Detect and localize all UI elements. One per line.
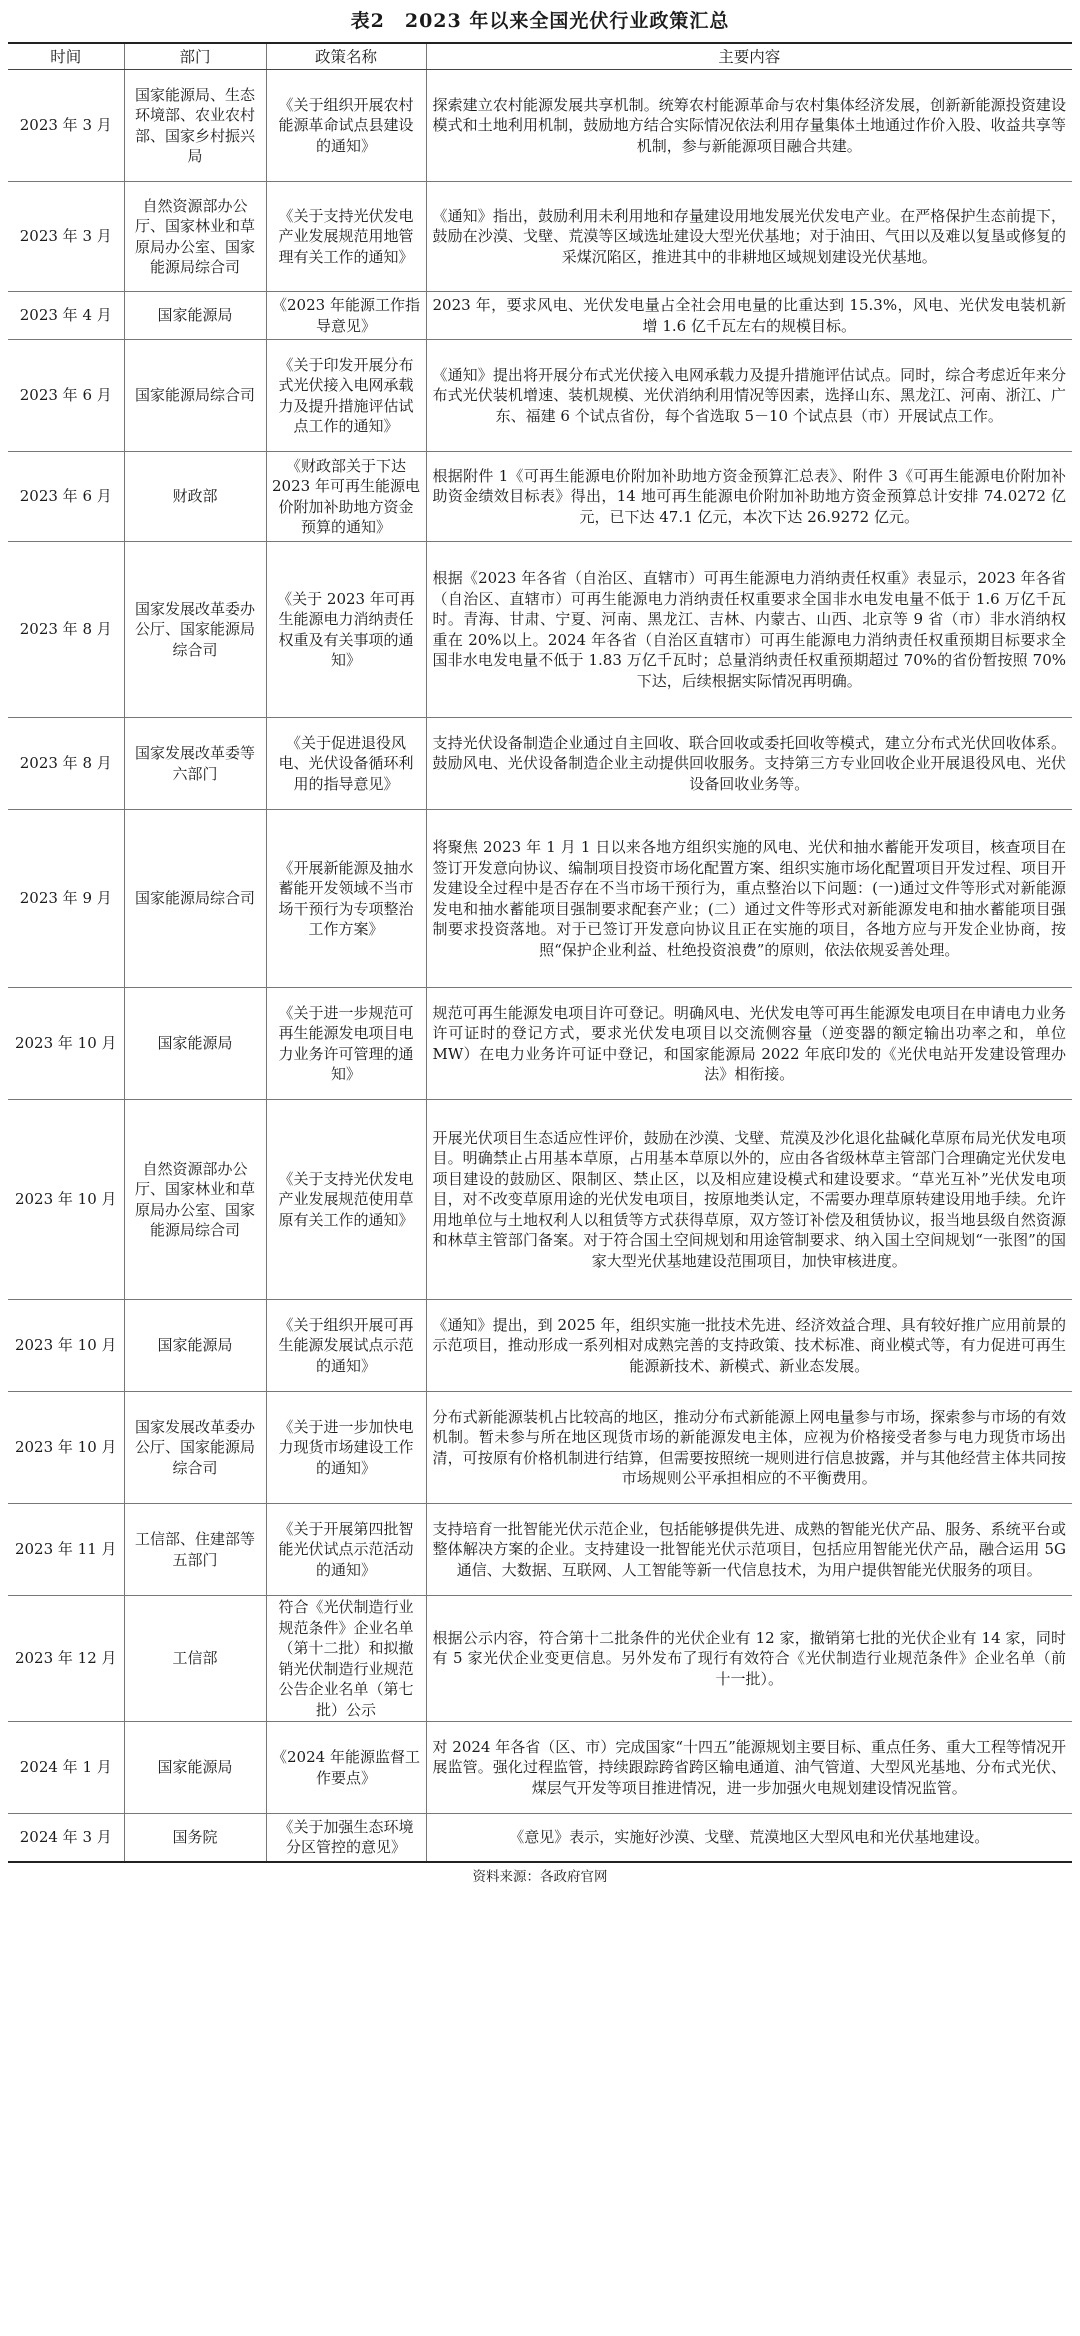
- cell-name: 《2024 年能源监督工作要点》: [266, 1722, 426, 1814]
- cell-dept: 工信部: [124, 1596, 266, 1722]
- cell-time: 2023 年 11 月: [8, 1504, 124, 1596]
- cell-name: 符合《光伏制造行业规范条件》企业名单（第十二批）和拟撤销光伏制造行业规范公告企业名单（第七批）公示: [266, 1596, 426, 1722]
- header-dept: 部门: [124, 43, 266, 70]
- header-time: 时间: [8, 43, 124, 70]
- table-row: [8, 182, 1072, 292]
- cell-time: 2023 年 4 月: [8, 292, 124, 340]
- cell-dept: 国家能源局综合司: [124, 340, 266, 452]
- cell-name: 《关于 2023 年可再生能源电力消纳责任权重及有关事项的通知》: [266, 542, 426, 718]
- table-row: [8, 1300, 1072, 1392]
- cell-dept: 国家能源局: [124, 292, 266, 340]
- cell-time: 2023 年 8 月: [8, 718, 124, 810]
- cell-name: 《关于加强生态环境分区管控的意见》: [266, 1814, 426, 1862]
- header-content: 主要内容: [426, 43, 1072, 70]
- cell-name: 《关于印发开展分布式光伏接入电网承载力及提升措施评估试点工作的通知》: [266, 340, 426, 452]
- table-title: 表2 2023 年以来全国光伏行业政策汇总: [350, 10, 730, 32]
- cell-content: 《通知》提出，到 2025 年，组织实施一批技术先进、经济效益合理、具有较好推广应用前景的示范项目，推动形成一系列相对成熟完善的支持政策、技术标准、商业模式等，有力促进可再生能源新技术、新模式、新业态发展。: [426, 1300, 1072, 1392]
- cell-time: 2023 年 3 月: [8, 70, 124, 182]
- table-row: [8, 70, 1072, 182]
- cell-content: 根据《2023 年各省（自治区、直辖市）可再生能源电力消纳责任权重》表显示，2023 年各省（自治区、直辖市）可再生能源电力消纳责任权重要求全国非水电发电量不低于 1.6 万亿千瓦时。青海、甘肃、宁夏、河南、黑龙江、吉林、内蒙古、山西、北京等 9 省（市）非水消纳权重在 20%以上。2024 年各省（自治区直辖市）可再生能源电力消纳责任权重预期目标要求全国非水电发电量不低于 1.83 万亿千瓦时；总量消纳责任权重预期超过 70%的省份暂按照 70%下达，后续根据实际情况再明确。: [426, 542, 1072, 718]
- cell-name: 《关于促进退役风电、光伏设备循环利用的指导意见》: [266, 718, 426, 810]
- table-row: [8, 1596, 1072, 1722]
- cell-dept: 自然资源部办公厅、国家林业和草原局办公室、国家能源局综合司: [124, 1100, 266, 1300]
- cell-dept: 工信部、住建部等五部门: [124, 1504, 266, 1596]
- cell-name: 《关于组织开展农村能源革命试点县建设的通知》: [266, 70, 426, 182]
- cell-time: 2023 年 12 月: [8, 1596, 124, 1722]
- table-row: [8, 810, 1072, 988]
- cell-dept: 国家发展改革委等六部门: [124, 718, 266, 810]
- cell-dept: 国家能源局: [124, 1300, 266, 1392]
- cell-content: 《通知》提出将开展分布式光伏接入电网承载力及提升措施评估试点。同时，综合考虑近年来分布式光伏装机增速、装机规模、光伏消纳利用情况等因素，选择山东、黑龙江、河南、浙江、广东、福建 6 个试点省份，每个省选取 5－10 个试点县（市）开展试点工作。: [426, 340, 1072, 452]
- cell-name: 《关于进一步加快电力现货市场建设工作的通知》: [266, 1392, 426, 1504]
- header-row: [8, 43, 1072, 70]
- cell-content: 《意见》表示，实施好沙漠、戈壁、荒漠地区大型风电和光伏基地建设。: [426, 1814, 1072, 1862]
- table-row: [8, 1504, 1072, 1596]
- table-row: [8, 292, 1072, 340]
- cell-time: 2023 年 3 月: [8, 182, 124, 292]
- cell-dept: 国家发展改革委办公厅、国家能源局综合司: [124, 1392, 266, 1504]
- cell-dept: 国家能源局: [124, 1722, 266, 1814]
- cell-content: 《通知》指出，鼓励利用未利用地和存量建设用地发展光伏发电产业。在严格保护生态前提下，鼓励在沙漠、戈壁、荒漠等区域选址建设大型光伏基地；对于油田、气田以及难以复垦或修复的采煤沉陷区，推进其中的非耕地区域规划建设光伏基地。: [426, 182, 1072, 292]
- cell-dept: 国家发展改革委办公厅、国家能源局综合司: [124, 542, 266, 718]
- cell-content: 探索建立农村能源发展共享机制。统筹农村能源革命与农村集体经济发展，创新新能源投资建设模式和土地利用机制，鼓励地方结合实际情况依法利用存量集体土地通过作价入股、收益共享等机制，参与新能源项目融合共建。: [426, 70, 1072, 182]
- cell-time: 2024 年 1 月: [8, 1722, 124, 1814]
- cell-content: 将聚焦 2023 年 1 月 1 日以来各地方组织实施的风电、光伏和抽水蓄能开发项目，核查项目在签订开发意向协议、编制项目投资市场化配置方案、组织实施市场化配置项目开发过程、项目开发建设全过程中是否存在不当市场干预行为，重点整治以下问题：(一)通过文件等形式对新能源发电和抽水蓄能项目强制要求配套产业；(二）通过文件等形式对新能源发电和抽水蓄能项目强制要求投资落地。对于已签订开发意向协议且正在实施的项目，各地方应与开发企业协商，按照“保护企业利益、杜绝投资浪费”的原则，依法依规妥善处理。: [426, 810, 1072, 988]
- cell-time: 2024 年 3 月: [8, 1814, 124, 1862]
- cell-content: 根据公示内容，符合第十二批条件的光伏企业有 12 家，撤销第七批的光伏企业有 14 家，同时有 5 家光伏企业变更信息。另外发布了现行有效符合《光伏制造行业规范条件》企业名单（前十一批）。: [426, 1596, 1072, 1722]
- cell-time: 2023 年 10 月: [8, 988, 124, 1100]
- table-row: [8, 718, 1072, 810]
- cell-name: 《关于进一步规范可再生能源发电项目电力业务许可管理的通知》: [266, 988, 426, 1100]
- cell-time: 2023 年 8 月: [8, 542, 124, 718]
- table-row: [8, 1392, 1072, 1504]
- cell-time: 2023 年 6 月: [8, 340, 124, 452]
- table-row: [8, 452, 1072, 542]
- cell-content: 支持培育一批智能光伏示范企业，包括能够提供先进、成熟的智能光伏产品、服务、系统平台或整体解决方案的企业。支持建设一批智能光伏示范项目，包括应用智能光伏产品，融合运用 5G 通信、大数据、互联网、人工智能等新一代信息技术，为用户提供智能光伏服务的项目。: [426, 1504, 1072, 1596]
- cell-time: 2023 年 6 月: [8, 452, 124, 542]
- cell-time: 2023 年 10 月: [8, 1300, 124, 1392]
- cell-content: 规范可再生能源发电项目许可登记。明确风电、光伏发电等可再生能源发电项目在申请电力业务许可证时的登记方式，要求光伏发电项目以交流侧容量（逆变器的额定输出功率之和，单位 MW）在电力业务许可证中登记，和国家能源局 2022 年底印发的《光伏电站开发建设管理办法》相衔接。: [426, 988, 1072, 1100]
- cell-time: 2023 年 10 月: [8, 1100, 124, 1300]
- table-row: [8, 542, 1072, 718]
- cell-name: 《关于组织开展可再生能源发展试点示范的通知》: [266, 1300, 426, 1392]
- cell-time: 2023 年 10 月: [8, 1392, 124, 1504]
- cell-content: 对 2024 年各省（区、市）完成国家“十四五”能源规划主要目标、重点任务、重大工程等情况开展监管。强化过程监管，持续跟踪跨省跨区输电通道、油气管道、大型风光基地、分布式光伏、煤层气开发等项目推进情况，进一步加强火电规划建设情况监管。: [426, 1722, 1072, 1814]
- table-row: [8, 1814, 1072, 1862]
- cell-name: 《财政部关于下达 2023 年可再生能源电价附加补助地方资金预算的通知》: [266, 452, 426, 542]
- cell-dept: 国务院: [124, 1814, 266, 1862]
- cell-name: 《关于开展第四批智能光伏试点示范活动的通知》: [266, 1504, 426, 1596]
- cell-dept: 国家能源局、生态环境部、农业农村部、国家乡村振兴局: [124, 70, 266, 182]
- cell-content: 开展光伏项目生态适应性评价，鼓励在沙漠、戈壁、荒漠及沙化退化盐碱化草原布局光伏发电项目。明确禁止占用基本草原，占用基本草原以外的，应由各省级林草主管部门合理确定光伏发电项目建设的鼓励区、限制区、禁止区，以及相应建设模式和建设要求。“草光互补”光伏发电项目，对不改变草原用途的光伏发电项目，按原地类认定，不需要办理草原转建设用地手续。允许用地单位与土地权利人以租赁等方式获得草原，双方签订补偿及租赁协议，报当地县级自然资源和林草主管部门备案。对于符合国土空间规划和用途管制要求、纳入国土空间规划“一张图”的国家大型光伏基地建设范围项目，加快审核进度。: [426, 1100, 1072, 1300]
- cell-name: 《开展新能源及抽水蓄能开发领域不当市场干预行为专项整治工作方案》: [266, 810, 426, 988]
- cell-dept: 国家能源局综合司: [124, 810, 266, 988]
- cell-name: 《关于支持光伏发电产业发展规范用地管理有关工作的通知》: [266, 182, 426, 292]
- cell-dept: 财政部: [124, 452, 266, 542]
- cell-name: 《关于支持光伏发电产业发展规范使用草原有关工作的通知》: [266, 1100, 426, 1300]
- cell-content: 分布式新能源装机占比较高的地区，推动分布式新能源上网电量参与市场，探索参与市场的有效机制。暂未参与所在地区现货市场的新能源发电主体，应视为价格接受者参与电力现货市场出清，可按原有价格机制进行结算，但需要按照统一规则进行信息披露，并与其他经营主体共同按市场规则公平承担相应的不平衡费用。: [426, 1392, 1072, 1504]
- cell-content: 2023 年，要求风电、光伏发电量占全社会用电量的比重达到 15.3%，风电、光伏发电装机新增 1.6 亿千瓦左右的规模目标。: [426, 292, 1072, 340]
- cell-time: 2023 年 9 月: [8, 810, 124, 988]
- table-row: [8, 1100, 1072, 1300]
- table-row: [8, 340, 1072, 452]
- header-name: 政策名称: [266, 43, 426, 70]
- source-note: 资料来源：各政府官网: [472, 1868, 608, 1885]
- cell-content: 根据附件 1《可再生能源电价附加补助地方资金预算汇总表》、附件 3《可再生能源电价附加补助资金绩效目标表》得出，14 地可再生能源电价附加补助地方资金预算总计安排 74.0272 亿元，已下达 47.1 亿元，本次下达 26.9272 亿元。: [426, 452, 1072, 542]
- cell-content: 支持光伏设备制造企业通过自主回收、联合回收或委托回收等模式，建立分布式光伏回收体系。鼓励风电、光伏设备制造企业主动提供回收服务。支持第三方专业回收企业开展退役风电、光伏设备回收业务等。: [426, 718, 1072, 810]
- cell-dept: 自然资源部办公厅、国家林业和草原局办公室、国家能源局综合司: [124, 182, 266, 292]
- table-row: [8, 988, 1072, 1100]
- table-row: [8, 1722, 1072, 1814]
- cell-dept: 国家能源局: [124, 988, 266, 1100]
- cell-name: 《2023 年能源工作指导意见》: [266, 292, 426, 340]
- policy-table: [8, 42, 1072, 1863]
